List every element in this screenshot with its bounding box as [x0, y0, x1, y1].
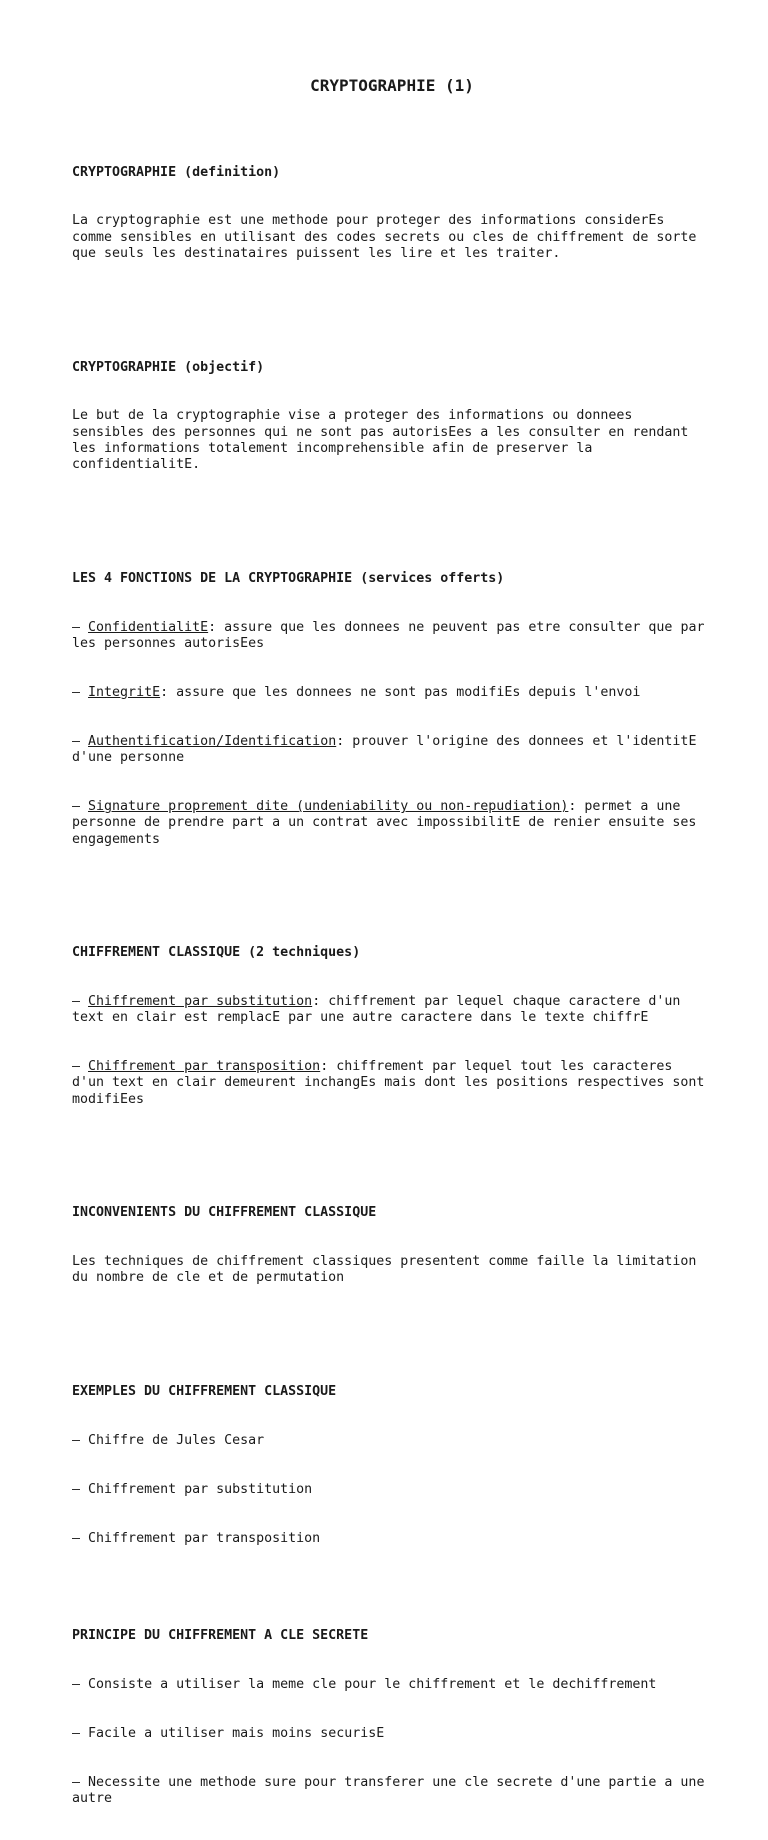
section-heading: CRYPTOGRAPHIE (objectif)	[72, 359, 265, 375]
bullet: –	[72, 1432, 81, 1448]
list-item	[72, 620, 712, 653]
section-classique	[72, 912, 712, 1140]
section-inconvenients	[72, 1173, 712, 1320]
spacer	[72, 506, 712, 538]
list-term: ConfidentialitE	[88, 619, 209, 635]
page-title: CRYPTOGRAPHIE (1)	[310, 76, 474, 95]
list-text: Chiffrement par substitution	[88, 1481, 313, 1497]
section-heading: PRINCIPE DU CHIFFREMENT A CLE SECRETE	[72, 1628, 369, 1644]
section-fonctions	[72, 538, 712, 880]
list-text: Facile a utiliser mais moins securisE	[88, 1725, 385, 1741]
bullet: –	[72, 733, 81, 749]
list-term: Chiffrement par substitution	[88, 993, 313, 1009]
spacer	[72, 1141, 712, 1173]
list-item	[72, 1433, 712, 1449]
list-item	[72, 799, 712, 848]
list-term: Signature proprement dite (undeniability ou non-repudiation)	[88, 798, 569, 814]
spacer	[72, 1319, 712, 1351]
bullet: –	[72, 1774, 81, 1790]
list-desc: : chiffrement par lequel tout les caracteres d'un text en clair demeurent inchangEs mais dont les positions respectives sont modifiEes	[72, 1059, 713, 1107]
section-principe	[72, 1595, 712, 1839]
list-item	[72, 1531, 712, 1547]
spacer	[72, 295, 712, 327]
list-item	[72, 1726, 712, 1742]
section-objectif	[72, 327, 712, 506]
list-desc: : assure que les donnees ne peuvent pas etre consulter que par les personnes autorisEes	[72, 619, 713, 652]
list-desc: : prouver l'origine des donnees et l'identitE d'une personne	[72, 733, 705, 766]
list-item	[72, 685, 712, 701]
list-text: Consiste a utiliser la meme cle pour le chiffrement et le dechiffrement	[88, 1676, 657, 1692]
section-heading: CHIFFREMENT CLASSIQUE (2 techniques)	[72, 945, 361, 961]
list-item	[72, 1482, 712, 1498]
bullet: –	[72, 1481, 81, 1497]
section-definition	[72, 132, 712, 295]
bullet: –	[72, 1725, 81, 1741]
section-heading: EXEMPLES DU CHIFFREMENT CLASSIQUE	[72, 1383, 337, 1399]
document-page	[72, 70, 712, 1840]
bullet: –	[72, 684, 81, 700]
list-item	[72, 1775, 712, 1808]
list-desc: : permet a une personne de prendre part a un contrat avec impossibilitE de renier ensuite ses engagements	[72, 798, 705, 847]
list-text: Necessite une methode sure pour transferer une cle secrete d'une partie a une autre	[72, 1774, 713, 1807]
bullet: –	[72, 1676, 81, 1692]
section-text: Le but de la cryptographie vise a proteger des informations ou donnees sensibles des personnes qui ne sont pas autorisEes a les consulter en rendant les informations totalement incomprehensible afin de preserver la confidentialitE.	[72, 408, 697, 473]
list-item	[72, 1677, 712, 1693]
list-desc: : chiffrement par lequel chaque caractere d'un text en clair est remplacE par une autre caractere dans le texte chiffrE	[72, 993, 689, 1026]
bullet: –	[72, 798, 81, 814]
section-heading: LES 4 FONCTIONS DE LA CRYPTOGRAPHIE (services offerts)	[72, 570, 505, 586]
section-heading: CRYPTOGRAPHIE (definition)	[72, 164, 281, 180]
spacer	[72, 880, 712, 912]
bullet: –	[72, 1530, 81, 1546]
list-item	[72, 1059, 712, 1108]
list-item	[72, 994, 712, 1027]
section-exemples	[72, 1351, 712, 1579]
list-term: Chiffrement par transposition	[88, 1059, 321, 1075]
list-desc: : assure que les donnees ne sont pas modifiEs depuis l'envoi	[160, 684, 641, 700]
list-term: IntegritE	[88, 684, 161, 700]
bullet: –	[72, 993, 81, 1009]
bullet: –	[72, 1059, 81, 1075]
list-text: Chiffre de Jules Cesar	[88, 1432, 265, 1448]
bullet: –	[72, 619, 81, 635]
section-text: Les techniques de chiffrement classiques presentent comme faille la limitation du nombre de cle et de permutation	[72, 1254, 705, 1286]
spacer	[72, 1579, 712, 1595]
list-text: Chiffrement par transposition	[88, 1530, 321, 1546]
section-heading: INCONVENIENTS DU CHIFFREMENT CLASSIQUE	[72, 1205, 377, 1221]
list-term: Authentification/Identification	[88, 733, 337, 749]
list-item	[72, 734, 712, 767]
section-text: La cryptographie est une methode pour proteger des informations considerEs comme sensibles en utilisant des codes secrets ou cles de chiffrement de sorte que seuls les destinataires puissent les lire et les traiter.	[72, 213, 705, 262]
